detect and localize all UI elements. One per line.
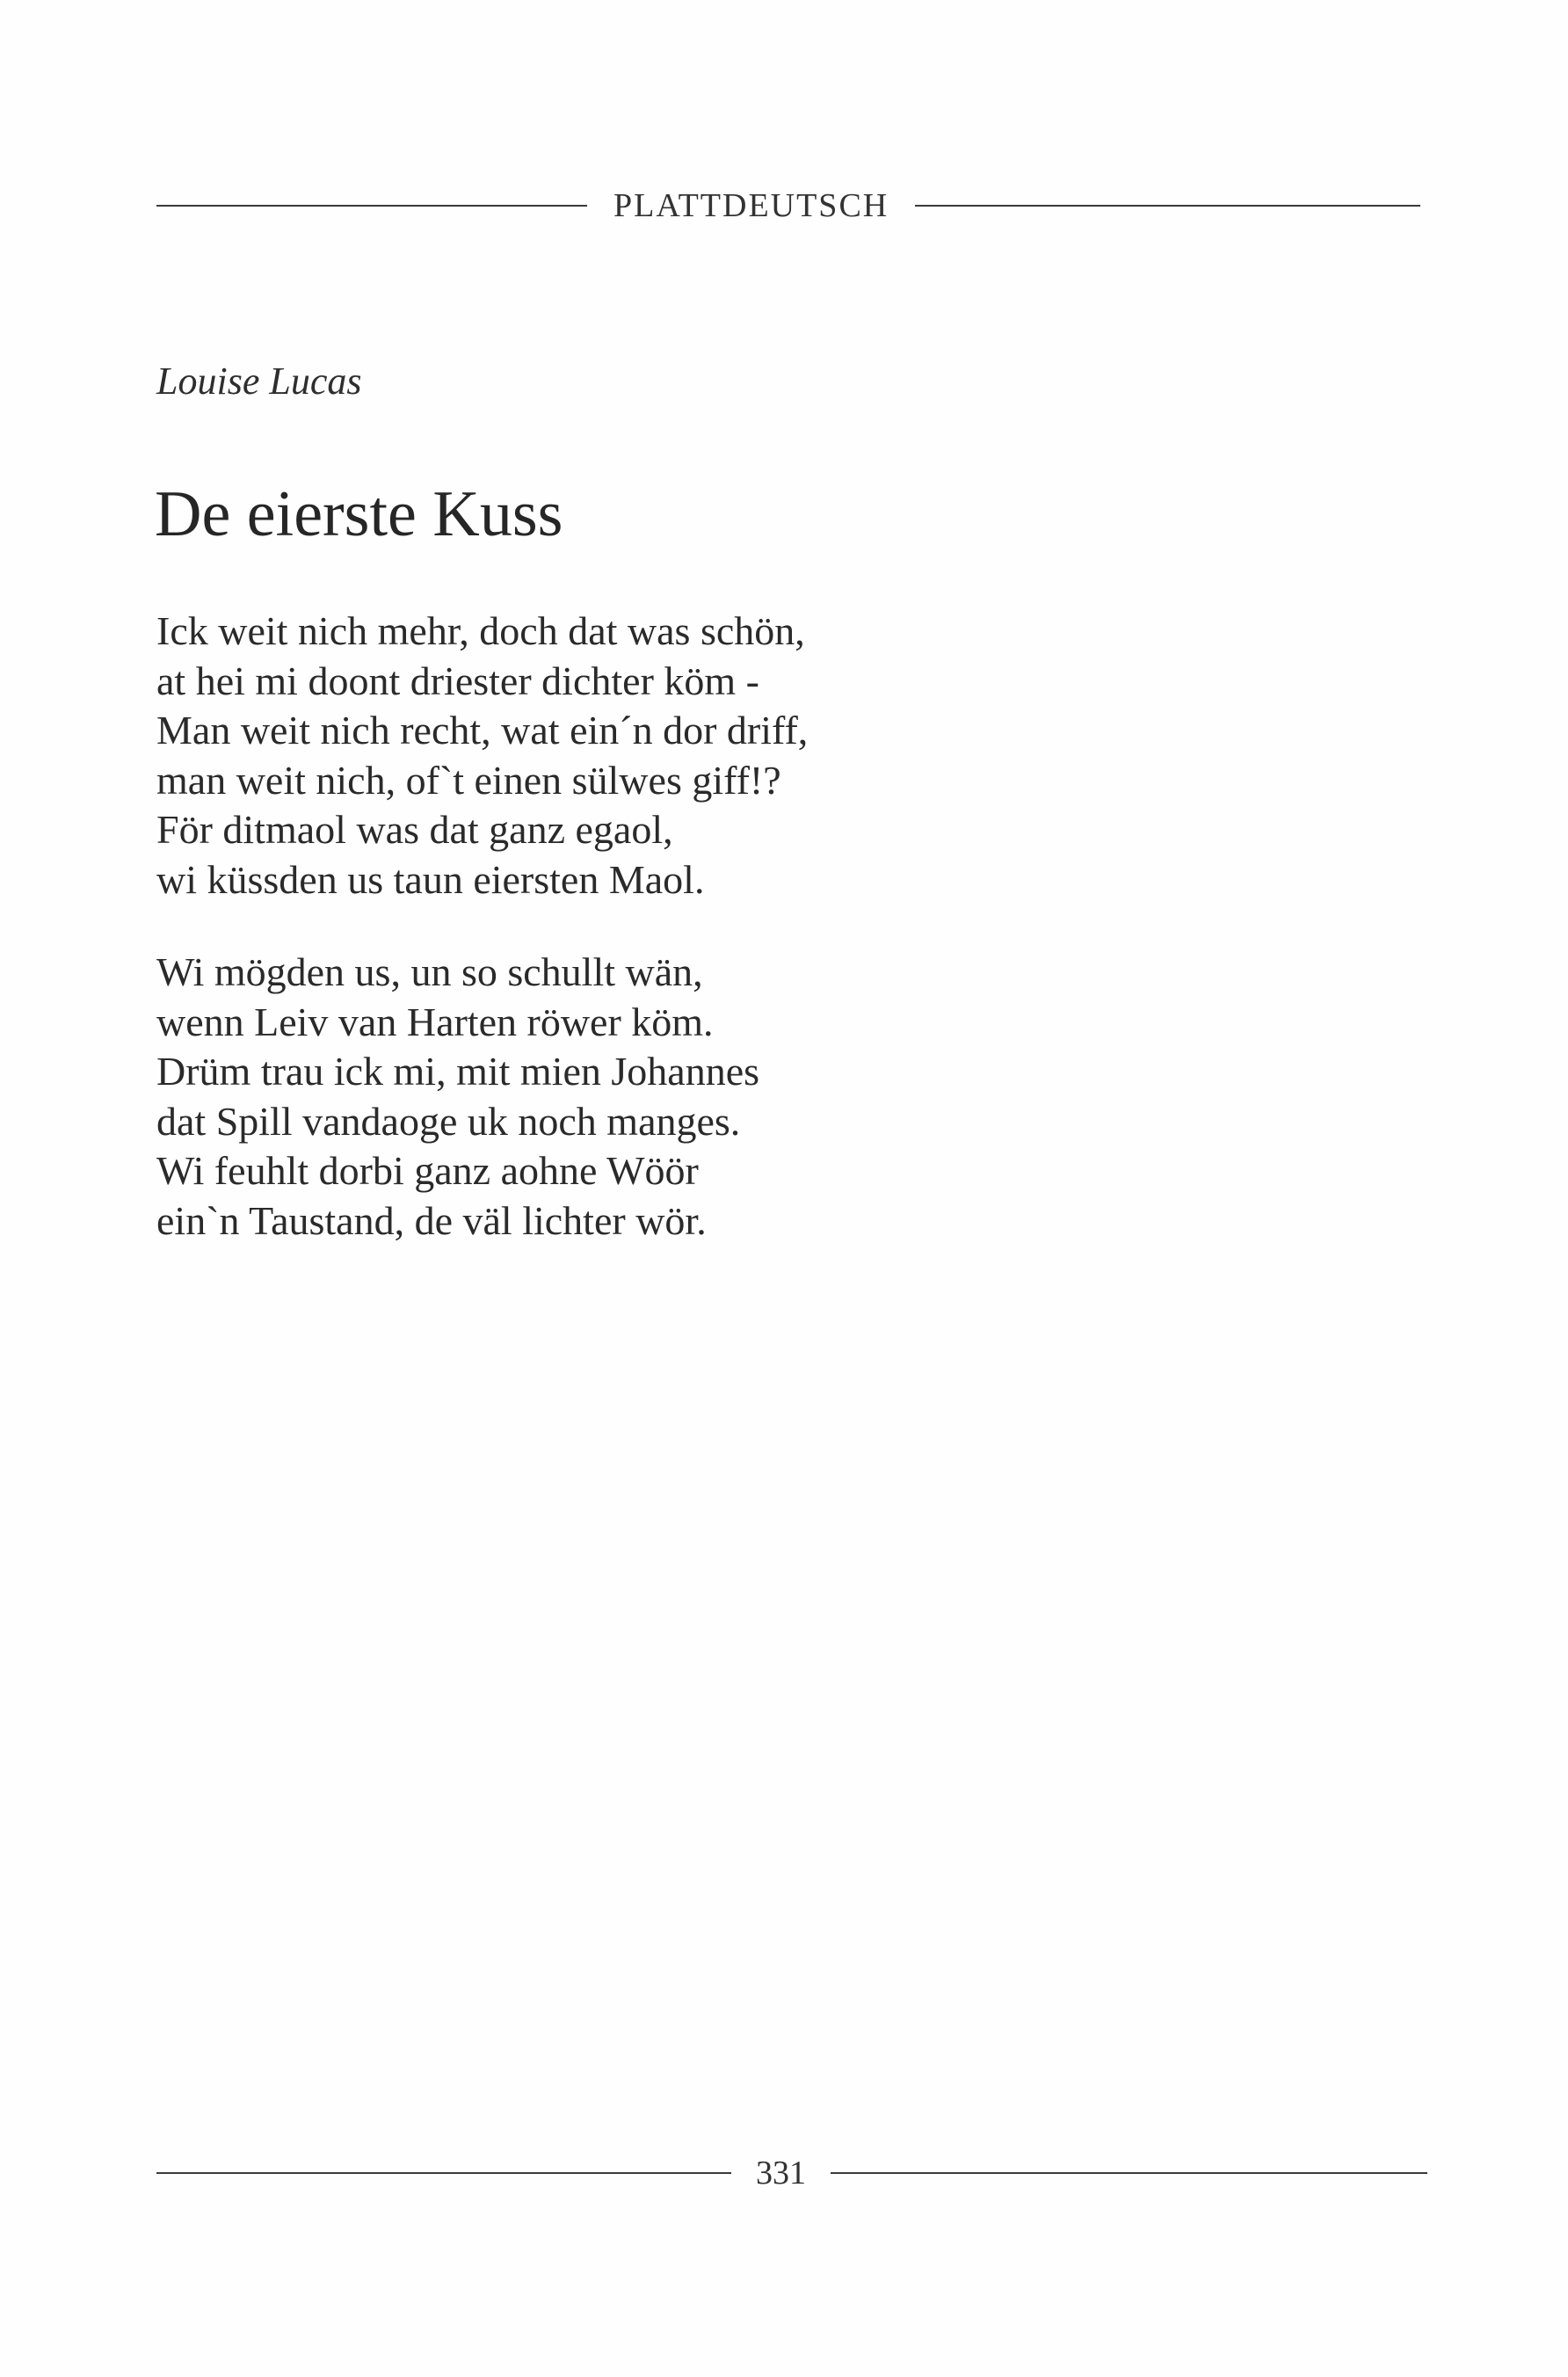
verse-line: För ditmaol was dat ganz egaol,	[156, 807, 673, 852]
verse-line: man weit nich, of`t einen sülwes giff!?	[156, 757, 781, 803]
verse-line: dat Spill vandaoge uk noch manges.	[156, 1098, 741, 1144]
verse-line: Man weit nich recht, wat ein´n dor driff,	[156, 708, 809, 752]
verse-line: ein`n Taustand, de väl lichter wör.	[156, 1197, 707, 1243]
poem-title: De eierste Kuss	[155, 478, 563, 550]
running-header	[156, 183, 1420, 229]
stanza-2	[156, 948, 1123, 1246]
section-label: PLATTDEUTSCH	[613, 187, 889, 224]
verse-line: Drüm trau ick mi, mit mien Johannes	[156, 1049, 760, 1094]
header-rule-right	[915, 205, 1420, 207]
verse-line: Wi mögden us, un so schullt wän,	[156, 949, 703, 994]
footer-rule-right	[831, 2172, 1427, 2174]
footer-rule-left	[156, 2172, 731, 2174]
stanza-1	[156, 607, 1123, 905]
poem-author: Louise Lucas	[156, 360, 362, 403]
page-footer	[156, 2150, 1427, 2196]
verse-line: wenn Leiv van Harten röwer köm.	[156, 999, 714, 1044]
header-rule-left	[156, 205, 587, 207]
verse-line: Ick weit nich mehr, doch dat was schön,	[156, 608, 805, 653]
page-number: 331	[756, 2155, 806, 2192]
verse-line: wi küssden us taun eiersten Maol.	[156, 856, 705, 902]
verse-line: at hei mi doont driester dichter köm -	[156, 658, 759, 703]
verse-line: Wi feuhlt dorbi ganz aohne Wöör	[156, 1148, 699, 1193]
